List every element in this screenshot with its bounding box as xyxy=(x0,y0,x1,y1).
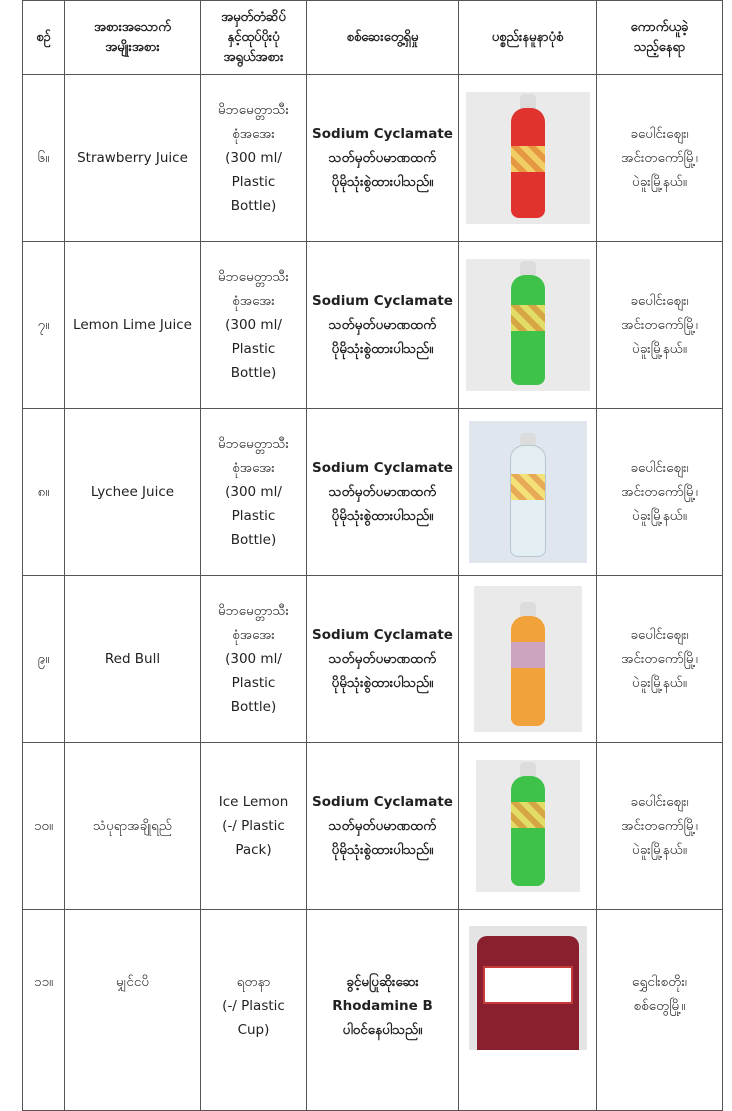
finding-substance: Sodium Cyclamate xyxy=(312,794,453,810)
food-type: Lychee Juice xyxy=(65,409,201,576)
row-number: ၁၁။ xyxy=(23,910,65,1111)
brand-package: မိဘမေတ္တာသီး စုံအအေး (300 ml/ Plastic Bottle) xyxy=(201,75,307,242)
finding-substance: Sodium Cyclamate xyxy=(312,460,453,476)
brand-package: မိဘမေတ္တာသီး စုံအအေး (300 ml/ Plastic Bottle) xyxy=(201,242,307,409)
collection-location: ခပေါင်းဈေး၊ အင်းတကော်မြို့၊ ပဲခူးမြို့နယ်။ xyxy=(597,576,723,743)
finding-substance: Sodium Cyclamate xyxy=(312,126,453,142)
header-finding: စစ်ဆေးတွေ့ရှိမှု xyxy=(307,1,459,75)
inspection-table xyxy=(22,0,723,1111)
collection-location: ခပေါင်းဈေး၊ အင်းတကော်မြို့၊ ပဲခူးမြို့နယ်။ xyxy=(597,409,723,576)
collection-location: ခပေါင်းဈေး၊ အင်းတကော်မြို့၊ ပဲခူးမြို့နယ်။ xyxy=(597,75,723,242)
bottle-label xyxy=(511,474,545,500)
food-type: Lemon Lime Juice xyxy=(65,242,201,409)
bottle-cap xyxy=(520,261,536,275)
row-number: ၆။ xyxy=(23,75,65,242)
header-brand: အမှတ်တံဆိပ် နှင့်ထုပ်ပိုးပုံ အရွယ်အစား xyxy=(201,1,307,75)
finding xyxy=(307,409,459,576)
header-food-type: အစားအသောက် အမျိုးအစား xyxy=(65,1,201,75)
bottle-icon xyxy=(511,275,545,385)
row-number: ၈။ xyxy=(23,409,65,576)
table-row xyxy=(23,242,723,409)
header-row xyxy=(23,1,723,75)
brand-package: မိဘမေတ္တာသီး စုံအအေး (300 ml/ Plastic Bottle) xyxy=(201,409,307,576)
finding xyxy=(307,576,459,743)
sample-photo xyxy=(466,259,590,391)
bottle-cap xyxy=(520,94,536,108)
sample-photo xyxy=(469,421,587,563)
bottle-label xyxy=(511,305,545,331)
brand-package: ရတနာ (-/ Plastic Cup) xyxy=(201,910,307,1111)
finding-substance: Rhodamine B xyxy=(332,998,433,1014)
collection-location: ခပေါင်းဈေး၊ အင်းတကော်မြို့၊ ပဲခူးမြို့နယ်။ xyxy=(597,242,723,409)
sample-photo xyxy=(476,760,580,892)
finding-detail: ပါဝင်နေပါသည်။ xyxy=(342,1022,423,1038)
header-location: ကောက်ယူခဲ့ သည့်နေရာ xyxy=(597,1,723,75)
food-type: မျှင်ငပိ xyxy=(65,910,201,1111)
brand-package: မိဘမေတ္တာသီး စုံအအေး (300 ml/ Plastic Bottle) xyxy=(201,576,307,743)
sample-photo-cell xyxy=(459,409,597,576)
finding xyxy=(307,75,459,242)
finding-substance: Sodium Cyclamate xyxy=(312,293,453,309)
collection-location: ရွှေငါးစတိုး၊ စစ်တွေမြို့။ xyxy=(597,910,723,1111)
finding-detail: သတ်မှတ်ပမာဏထက် ပိုမိုသုံးစွဲထားပါသည်။ xyxy=(328,651,437,691)
sample-photo xyxy=(466,92,590,224)
sample-photo xyxy=(469,926,587,1050)
row-number: ၉။ xyxy=(23,576,65,743)
brand-package: Ice Lemon (-/ Plastic Pack) xyxy=(201,743,307,910)
sample-photo xyxy=(474,586,582,732)
finding-detail: သတ်မှတ်ပမာဏထက် ပိုမိုသုံးစွဲထားပါသည်။ xyxy=(328,484,437,524)
table-row xyxy=(23,75,723,242)
food-type: သံပုရာအချိုရည် xyxy=(65,743,201,910)
bottle-icon xyxy=(511,776,545,886)
sample-photo-cell xyxy=(459,743,597,910)
finding-detail: သတ်မှတ်ပမာဏထက် ပိုမိုသုံးစွဲထားပါသည်။ xyxy=(328,150,437,190)
finding xyxy=(307,743,459,910)
bottle-label xyxy=(511,642,545,668)
sample-photo-cell xyxy=(459,576,597,743)
food-type: Strawberry Juice xyxy=(65,75,201,242)
bottle-cap xyxy=(520,762,536,776)
cup-label xyxy=(483,966,573,1004)
bottle-label xyxy=(511,802,545,828)
table-row xyxy=(23,743,723,910)
finding-substance: Sodium Cyclamate xyxy=(312,627,453,643)
finding-detail: သတ်မှတ်ပမာဏထက် ပိုမိုသုံးစွဲထားပါသည်။ xyxy=(328,818,437,858)
finding xyxy=(307,910,459,1111)
finding-detail: သတ်မှတ်ပမာဏထက် ပိုမိုသုံးစွဲထားပါသည်။ xyxy=(328,317,437,357)
sample-photo-cell xyxy=(459,75,597,242)
collection-location: ခပေါင်းဈေး၊ အင်းတကော်မြို့၊ ပဲခူးမြို့နယ်။ xyxy=(597,743,723,910)
food-type: Red Bull xyxy=(65,576,201,743)
header-sample-photo: ပစ္စည်းနမူနာပုံစံ xyxy=(459,1,597,75)
table-row xyxy=(23,910,723,1111)
bottle-label xyxy=(511,146,545,172)
table-row xyxy=(23,409,723,576)
finding-prefix: ခွင့်မပြုဆိုးဆေး xyxy=(346,974,419,990)
row-number: ၁၀။ xyxy=(23,743,65,910)
header-no: စဉ် xyxy=(23,1,65,75)
table-row xyxy=(23,576,723,743)
bottle-icon xyxy=(511,616,545,726)
row-number: ၇။ xyxy=(23,242,65,409)
sample-photo-cell xyxy=(459,910,597,1111)
finding xyxy=(307,242,459,409)
bottle-icon xyxy=(510,445,546,557)
sample-photo-cell xyxy=(459,242,597,409)
bottle-cap xyxy=(520,602,536,616)
bottle-icon xyxy=(511,108,545,218)
